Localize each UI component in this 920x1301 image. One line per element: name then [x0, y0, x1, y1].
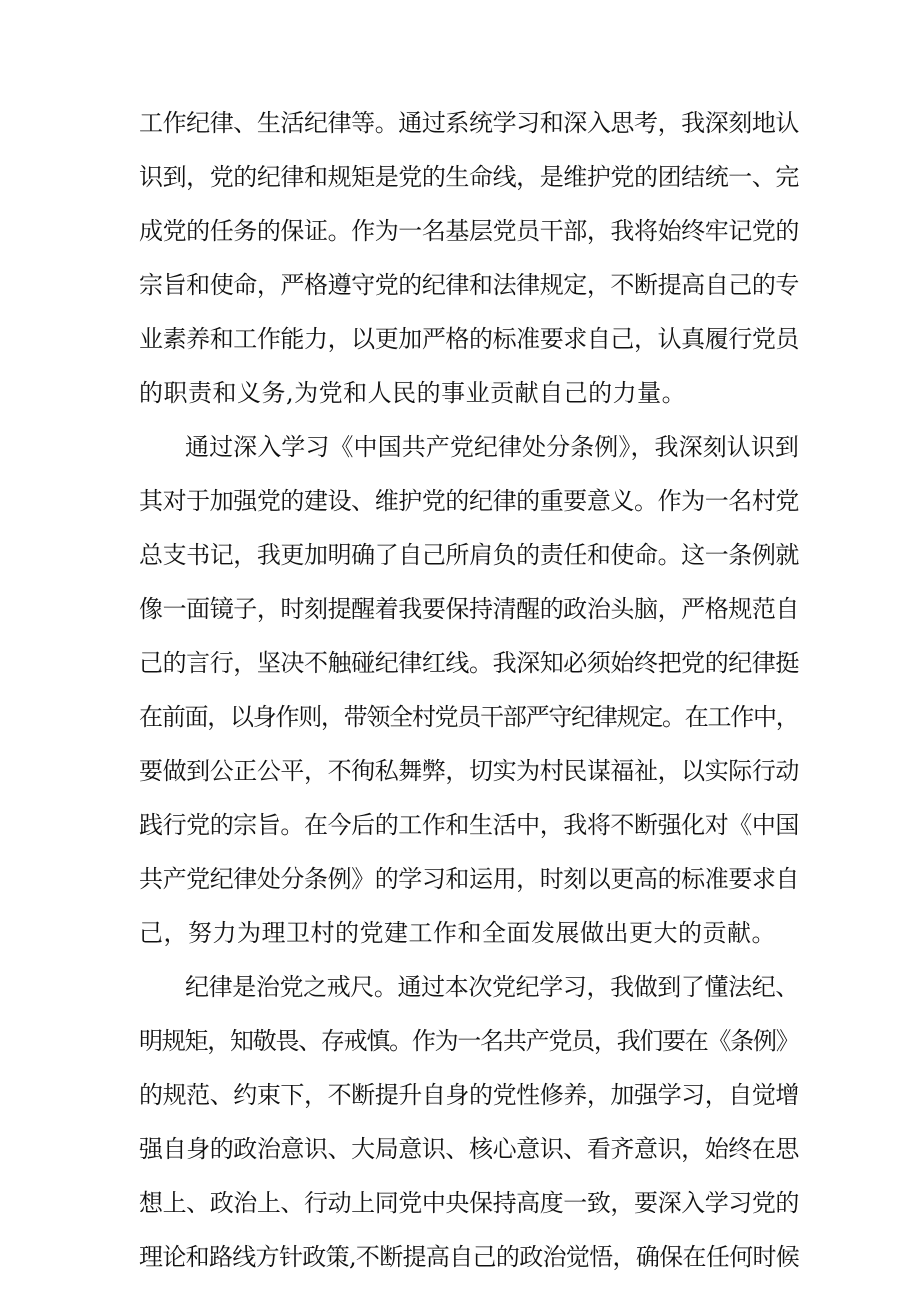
- text-line: 理论和路线方针政策,不断提高自己的政治觉悟，确保在任何时候: [139, 1243, 800, 1271]
- text-line: 通过深入学习《中国共产党纪律处分条例》，我深刻认识到: [185, 433, 799, 461]
- text-line: 纪律是治党之戒尺。通过本次党纪学习，我做到了懂法纪、: [185, 973, 799, 1001]
- text-line: 的职责和义务,为党和人民的事业贡献自己的力量。: [139, 379, 687, 407]
- text-line: 想上、政治上、行动上同党中央保持高度一致，要深入学习党的: [139, 1189, 799, 1217]
- text-line: 的规范、约束下，不断提升自身的党性修养，加强学习，自觉增: [139, 1081, 799, 1109]
- text-line: 要做到公正公平，不徇私舞弊，切实为村民谋福祉，以实际行动: [139, 757, 799, 785]
- document-body: [139, 96, 799, 1284]
- text-line: 成党的任务的保证。作为一名基层党员干部，我将始终牢记党的: [139, 217, 799, 245]
- text-line: 共产党纪律处分条例》的学习和运用，时刻以更高的标准要求自: [139, 865, 799, 893]
- paragraph-3: [139, 960, 799, 1284]
- text-line: 强自身的政治意识、大局意识、核心意识、看齐意识，始终在思: [139, 1135, 799, 1163]
- text-line: 业素养和工作能力，以更加严格的标准要求自己，认真履行党员: [139, 325, 799, 353]
- text-line: 己，努力为理卫村的党建工作和全面发展做出更大的贡献。: [139, 919, 776, 947]
- text-line: 其对于加强党的建设、维护党的纪律的重要意义。作为一名村党: [139, 487, 799, 515]
- text-line: 像一面镜子，时刻提醒着我要保持清醒的政治头脑，严格规范自: [139, 595, 799, 623]
- paragraph-2: [139, 420, 799, 960]
- text-line: 己的言行，坚决不触碰纪律红线。我深知必须始终把党的纪律挺: [139, 649, 799, 677]
- text-line: 识到，党的纪律和规矩是党的生命线，是维护党的团结统一、完: [139, 163, 799, 191]
- text-line: 总支书记，我更加明确了自己所肩负的责任和使命。这一条例就: [139, 541, 799, 569]
- text-line: 明规矩，知敬畏、存戒慎。作为一名共产党员，我们要在《条例》: [139, 1027, 799, 1055]
- text-line: 践行党的宗旨。在今后的工作和生活中，我将不断强化对《中国: [139, 811, 799, 839]
- paragraph-1: [139, 96, 799, 420]
- text-line: 宗旨和使命，严格遵守党的纪律和法律规定，不断提高自己的专: [139, 271, 799, 299]
- text-line: 在前面，以身作则，带领全村党员干部严守纪律规定。在工作中，: [139, 703, 799, 731]
- text-line: 工作纪律、生活纪律等。通过系统学习和深入思考，我深刻地认: [139, 109, 799, 137]
